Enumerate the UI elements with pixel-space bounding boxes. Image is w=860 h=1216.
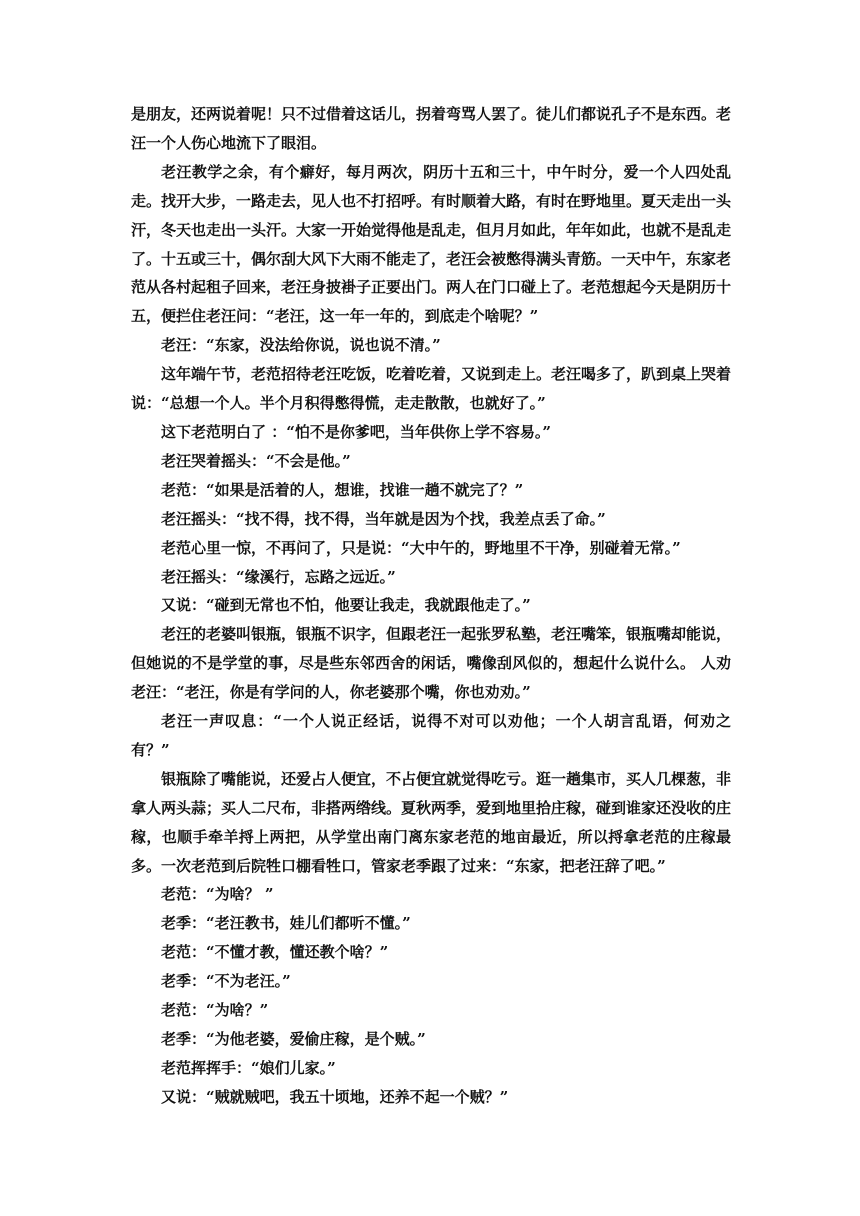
document-body bbox=[131, 100, 731, 1112]
paragraph: 老汪摇头：“找不得，找不得，当年就是因为个找，我差点丢了命。” bbox=[161, 509, 606, 528]
paragraph: 老汪的老婆叫银瓶，银瓶不识字，但跟老汪一起张罗私塾，老汪嘴笨，银瓶嘴却能说，但她说的不是学堂的事，尽是些东邻西舍的闲话，嘴像刮风似的，想起什么说什么。 人劝老汪：“老汪，你是有学问的人，你老婆那个嘴，你也劝劝。” bbox=[131, 625, 732, 702]
paragraph: 又说：“碰到无常也不怕，他要让我走，我就跟他走了。” bbox=[161, 596, 531, 615]
paragraph: 老汪哭着摇头：“不会是他。” bbox=[161, 451, 351, 470]
paragraph: 这年端午节，老范招待老汪吃饭，吃着吃着，又说到走上。老汪喝多了，趴到桌上哭着说：“总想一个人。半个月积得憋得慌，走走散散，也就好了。” bbox=[131, 365, 732, 413]
paragraph: 老范：“为啥？” bbox=[161, 1001, 269, 1020]
paragraph: 老范：“不懂才教，懂还教个啥？” bbox=[161, 943, 389, 962]
paragraph: 老范挥挥手：“娘们儿家。” bbox=[161, 1058, 336, 1077]
paragraph: 老汪摇头：“缘溪行，忘路之远近。” bbox=[161, 567, 396, 586]
paragraph: 银瓶除了嘴能说，还爱占人便宜，不占便宜就觉得吃亏。逛一趟集市，买人几棵葱，非拿人两头蒜；买人二尺布，非搭两绺线。夏秋两季，爱到地里拾庄稼，碰到谁家还没收的庄稼，也顺手牵羊捋上两把，从学堂出南门离东家老范的地亩最近，所以捋拿老范的庄稼最多。一次老范到后院牲口棚看牲口，管家老季跟了过来：“东家，把老汪辞了吧。” bbox=[131, 769, 732, 875]
paragraph: 老范：“为啥？ ” bbox=[161, 885, 274, 904]
paragraph: 老季：“不为老汪。” bbox=[161, 972, 291, 991]
paragraph: 老汪一声叹息：“一个人说正经话，说得不对可以劝他；一个人胡言乱语，何劝之有？” bbox=[131, 712, 731, 759]
paragraph: 是朋友，还两说着呢！只不过借着这话儿，拐着弯骂人罢了。徒儿们都说孔子不是东西。老汪一个人伤心地流下了眼泪。 bbox=[131, 105, 732, 152]
paragraph: 老范心里一惊，不再问了，只是说：“大中午的，野地里不干净，别碰着无常。” bbox=[161, 538, 681, 557]
paragraph: 又说：“贼就贼吧，我五十顷地，还养不起一个贼？” bbox=[161, 1087, 509, 1106]
paragraph: 老季：“老汪教书，娃儿们都听不懂。” bbox=[161, 914, 411, 933]
paragraph: 老汪：“东家，没法给你说，说也说不清。” bbox=[161, 336, 441, 355]
paragraph: 老汪教学之余，有个癖好，每月两次，阴历十五和三十，中午时分，爱一个人四处乱走。找开大步，一路走去，见人也不打招呼。有时顺着大路，有时在野地里。夏天走出一头汗，冬天也走出一头汗。大家一开始觉得他是乱走，但月月如此，年年如此，也就不是乱走了。十五或三十，偶尔刮大风下大雨不能走了，老汪会被憋得满头青筋。一天中午，东家老范从各村起租子回来，老汪身披褂子正要出门。两人在门口碰上了。老范想起今天是阴历十五，便拦住老汪问：“老汪，这一年一年的，到底走个啥呢？” bbox=[131, 162, 732, 326]
paragraph: 老范：“如果是活着的人，想谁，找谁一趟不就完了？” bbox=[161, 480, 524, 499]
paragraph: 老季：“为他老婆，爱偷庄稼，是个贼。” bbox=[161, 1030, 426, 1048]
paragraph: 这下老范明白了 ：“怕不是你爹吧，当年供你上学不容易。” bbox=[161, 422, 551, 441]
